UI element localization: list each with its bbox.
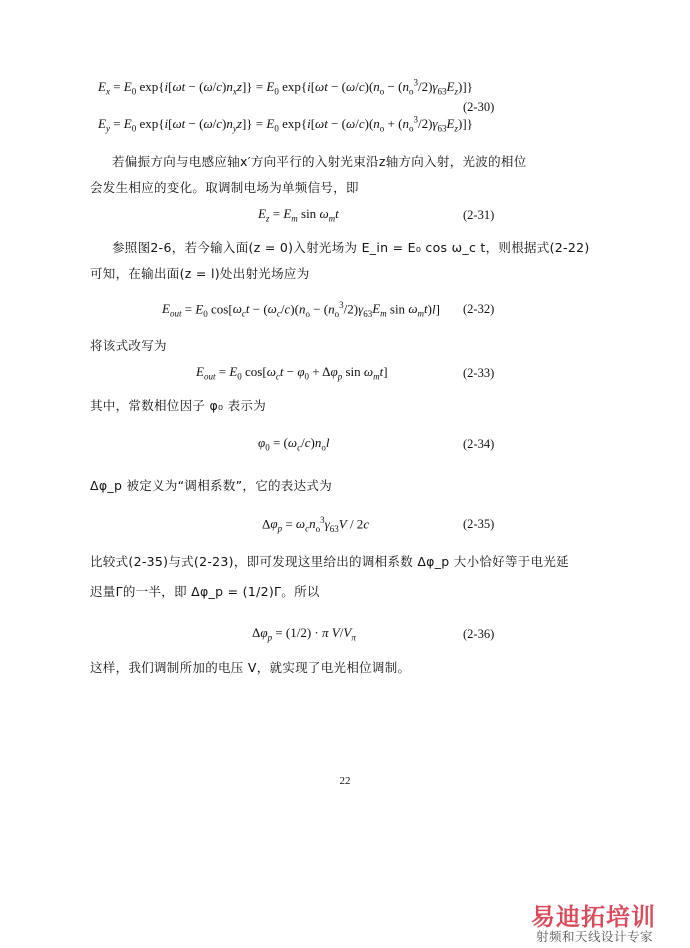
page-number: 22 [339, 775, 351, 787]
paragraph-line: 其中，常数相位因子 φ₀ 表示为 [90, 398, 267, 413]
paragraph-line: 比较式(2-35)与式(2-23)，即可发现这里给出的调相系数 Δφ_p 大小恰好等于电光延 [90, 554, 569, 569]
equation-2-30-line1 [98, 78, 473, 97]
paragraph-line: 若偏振方向与电感应轴x′方向平行的入射光束沿z轴方向入射，光波的相位 [112, 154, 527, 169]
paragraph-line: 这样，我们调制所加的电压 V，就实现了电光相位调制。 [90, 660, 411, 675]
equation-number: (2-30) [463, 100, 495, 114]
equation-2-30-line2 [98, 115, 473, 134]
equation-text: $E_x = E_0$ $\exp\{i[\omega t - (\omega/c)n_xz]\} = E_0$ $\exp\{i[\omega t - (\omega/c)(n_o - (n_o^3/2)\gamma_{63}E_z)]\}$ [98, 78, 473, 97]
paragraph-line: 将该式改写为 [90, 338, 167, 353]
equation-number: (2-32) [463, 302, 495, 316]
equation-2-33: $E_{out} = E_0$ $\cos[\omega_ct - \varphi_0 + \Delta\varphi_p$ $\sin \omega_mt$] [196, 364, 388, 382]
equation-2-36: $\Delta\varphi_p = (1/2) \cdot \pi$ $V/V_\pi$ [252, 625, 356, 643]
paragraph-line: 参照图2-6，若今输入面(z = 0)入射光场为 E_in = E₀ cos ω_c t，则根据式(2-22) [112, 240, 590, 255]
equation-number: (2-31) [463, 208, 495, 222]
equation-number: (2-34) [463, 437, 495, 451]
equation-number: (2-35) [463, 517, 495, 531]
equation-2-31: $E_z = E_m$ $\sin \omega_mt$ [258, 206, 339, 224]
equation-2-35: $\Delta\varphi_p = \omega_cn_o^3\gamma_{63}V / 2c$ [262, 515, 370, 534]
watermark-subtitle: 射频和天线设计专家 [536, 929, 654, 944]
equation-number: (2-36) [463, 627, 495, 641]
paragraph-line: 会发生相应的变化。取调制电场为单频信号，即 [90, 180, 359, 195]
equation-2-32: $E_{out} = E_0$ $\cos[\omega_ct - (\omega_c/c)(n_o - (n_o^3/2)\gamma_{63}E_m$ $\sin \omega_mt)l$] [162, 300, 440, 319]
paragraph-line: 迟量Γ的一半，即 Δφ_p = (1/2)Γ。所以 [90, 584, 320, 599]
equation-text: $E_y = E_0$ $\exp\{i[\omega t - (\omega/c)n_yz]\} = E_0$ $\exp\{i[\omega t - (\omega/c)(n_o + (n_o^3/2)\gamma_{63}E_z)]\}$ [98, 115, 473, 134]
equation-number: (2-33) [463, 366, 495, 380]
watermark-title: 易迪拓培训 [531, 903, 656, 931]
paragraph-line: Δφ_p 被定义为“调相系数”，它的表达式为 [90, 478, 333, 493]
paragraph-line: 可知，在输出面(z = l)处出射光场应为 [90, 266, 310, 281]
equation-2-34: $\varphi_0 = (\omega_c/c)n_ol$ [258, 435, 330, 453]
